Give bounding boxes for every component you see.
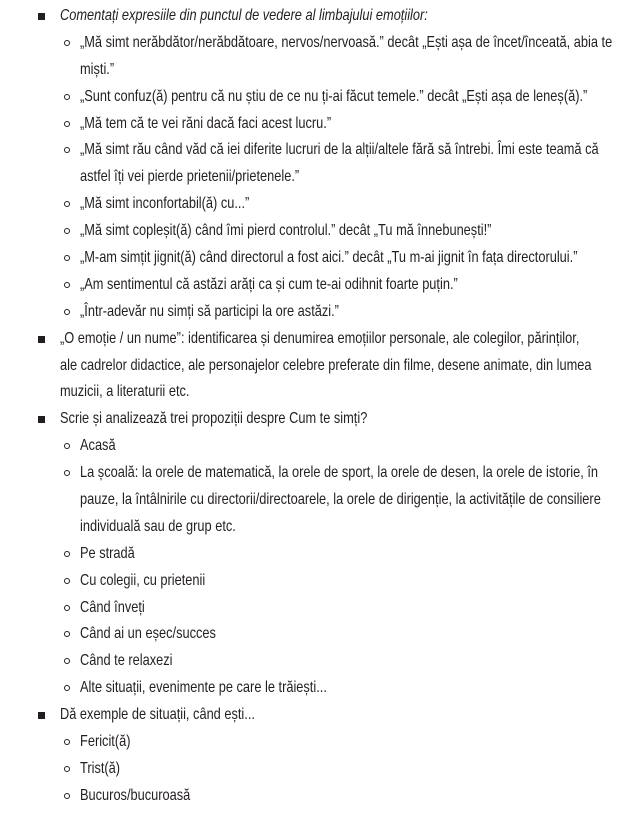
sub-list-item	[0, 245, 636, 272]
square-bullet-icon	[38, 416, 45, 423]
circle-bullet-icon	[64, 766, 70, 772]
circle-bullet-icon	[64, 578, 70, 584]
circle-bullet-icon	[64, 685, 70, 691]
sub-list-item	[0, 433, 636, 460]
circle-bullet-icon	[64, 228, 70, 234]
sub-list-item	[0, 137, 636, 164]
line-text: Când ai un eșec/succes	[80, 625, 216, 643]
sub-list-item-continuation	[0, 57, 636, 84]
list-item	[0, 406, 636, 433]
sub-list-item	[0, 756, 636, 783]
circle-bullet-icon	[64, 658, 70, 664]
line-text: „Sunt confuz(ă) pentru că nu știu de ce nu ți-ai făcut temele.” decât „Ești așa de leneș(ă).”	[80, 87, 588, 105]
line-text: individuală sau de grup etc.	[80, 517, 236, 535]
circle-bullet-icon	[64, 551, 70, 557]
sub-list-item	[0, 621, 636, 648]
sub-list-item	[0, 299, 636, 326]
circle-bullet-icon	[64, 282, 70, 288]
line-text: „Într-adevăr nu simți să participi la ore astăzi.”	[80, 302, 339, 320]
circle-bullet-icon	[64, 255, 70, 261]
line-text: Când înveți	[80, 598, 145, 616]
sub-list-item-continuation	[0, 514, 636, 541]
line-text: „Mă simt rău când văd că iei diferite lucruri de la alții/altele fără să întrebi. Îmi este teamă că	[80, 141, 599, 159]
sub-list-item-continuation	[0, 164, 636, 191]
line-text: Când te relaxezi	[80, 652, 173, 670]
circle-bullet-icon	[64, 40, 70, 46]
line-text: Pe stradă	[80, 544, 135, 562]
circle-bullet-icon	[64, 443, 70, 449]
sub-list-item	[0, 675, 636, 702]
sub-list-item	[0, 783, 636, 810]
line-text: ale cadrelor didactice, ale personajelor celebre preferate din filme, desene animate, din lumea	[60, 356, 592, 374]
line-text: Scrie și analizează trei propoziții despre Cum te simți?	[60, 410, 368, 428]
list-item-continuation	[0, 353, 636, 380]
sub-list-item	[0, 84, 636, 111]
circle-bullet-icon	[64, 309, 70, 315]
line-text: Cu colegii, cu prietenii	[80, 571, 206, 589]
line-text: La școală: la orele de matematică, la orele de sport, la orele de desen, la orele de istorie, în	[80, 464, 598, 482]
line-text: „Mă tem că te vei răni dacă faci acest lucru.”	[80, 114, 332, 132]
line-text: Acasă	[80, 437, 116, 455]
line-text: „Mă simt inconfortabil(ă) cu...”	[80, 195, 250, 213]
square-bullet-icon	[38, 13, 45, 20]
list-item	[0, 3, 636, 30]
sub-list-item	[0, 729, 636, 756]
line-text: Trist(ă)	[80, 759, 121, 777]
list-item-continuation	[0, 379, 636, 406]
sub-list-item	[0, 30, 636, 57]
circle-bullet-icon	[64, 147, 70, 153]
circle-bullet-icon	[64, 121, 70, 127]
line-text: astfel îți vei pierde prietenii/prietenele.”	[80, 168, 300, 186]
circle-bullet-icon	[64, 94, 70, 100]
line-text: Alte situații, evenimente pe care le trăiești...	[80, 679, 327, 697]
line-text: „Am sentimentul că astăzi arăți ca și cum te-ai odihnit foarte puțin.”	[80, 275, 458, 293]
line-text: „Mă simt nerăbdător/nerăbdătoare, nervos/nervoasă.” decât „Ești așa de încet/înceată, abia te	[80, 33, 613, 51]
line-text: Comentați expresiile din punctul de vedere al limbajului emoțiilor:	[60, 7, 428, 24]
circle-bullet-icon	[64, 793, 70, 799]
circle-bullet-icon	[64, 605, 70, 611]
circle-bullet-icon	[64, 201, 70, 207]
square-bullet-icon	[38, 712, 45, 719]
sub-list-item	[0, 541, 636, 568]
square-bullet-icon	[38, 336, 45, 343]
list-item	[0, 702, 636, 729]
line-text: miști.”	[80, 60, 115, 78]
document-body	[0, 3, 636, 810]
sub-list-item	[0, 460, 636, 487]
circle-bullet-icon	[64, 470, 70, 476]
sub-list-item	[0, 595, 636, 622]
list-item	[0, 326, 636, 353]
line-text: pauze, la întâlnirile cu directorii/directoarele, la orele de dirigenție, la activitățile de consiliere	[80, 491, 601, 509]
sub-list-item	[0, 218, 636, 245]
circle-bullet-icon	[64, 631, 70, 637]
line-text: Bucuros/bucuroasă	[80, 786, 191, 804]
line-text: „M-am simțit jignit(ă) când directorul a fost aici.” decât „Tu m-ai jignit în fața directorului.”	[80, 249, 578, 267]
line-text: „O emoție / un nume”: identificarea și denumirea emoțiilor personale, ale colegilor, părinților,	[60, 329, 580, 347]
sub-list-item	[0, 272, 636, 299]
sub-list-item-continuation	[0, 487, 636, 514]
line-text: „Mă simt copleșit(ă) când îmi pierd controlul.” decât „Tu mă înnebunești!”	[80, 222, 492, 240]
sub-list-item	[0, 648, 636, 675]
sub-list-item	[0, 568, 636, 595]
line-text: Dă exemple de situații, când ești...	[60, 706, 255, 724]
line-text: muzicii, a literaturii etc.	[60, 383, 190, 401]
circle-bullet-icon	[64, 739, 70, 745]
sub-list-item	[0, 111, 636, 138]
sub-list-item	[0, 191, 636, 218]
line-text: Fericit(ă)	[80, 733, 131, 751]
